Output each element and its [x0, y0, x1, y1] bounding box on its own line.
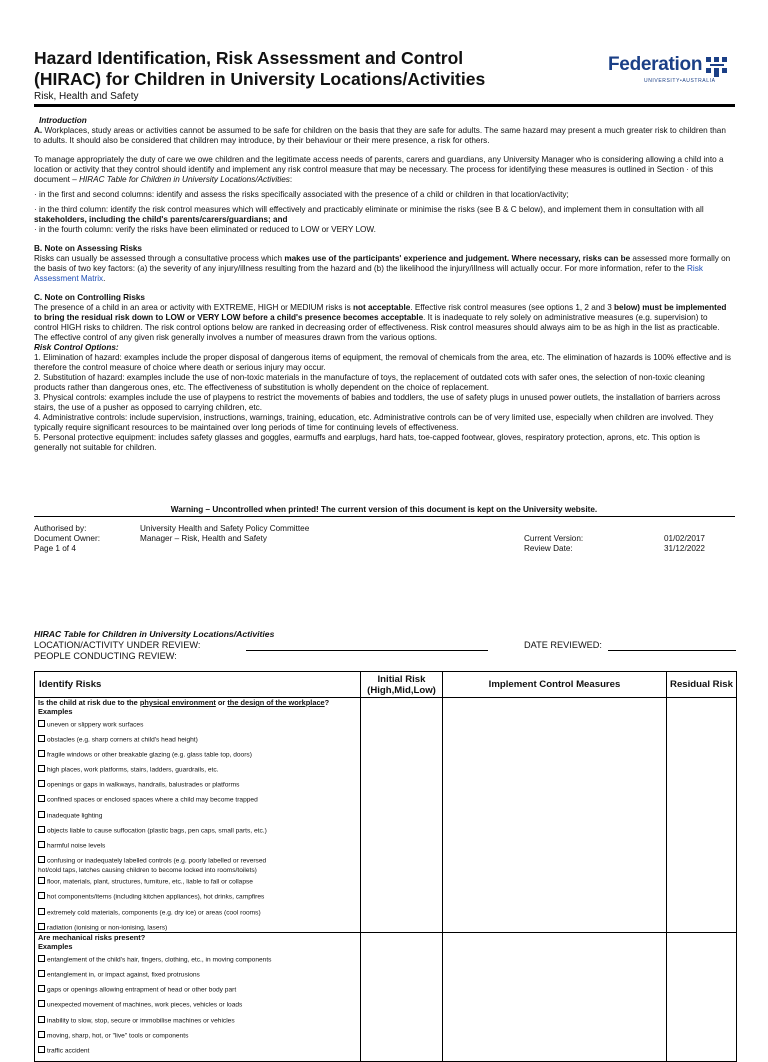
- introduction-heading: Introduction: [39, 116, 87, 125]
- column-header-initial-risk: Initial Risk (High,Mid,Low): [361, 672, 443, 698]
- intro-bullet-2: · in the third column: identify the risk control measures which will effectively and practicably eliminate or minimise the risks (see B & C below), and implement them in consultation with all stakeholders, including the child's parents/carers/guardians; and: [34, 205, 704, 224]
- checkbox-icon[interactable]: [38, 826, 45, 833]
- list-item[interactable]: confined spaces or enclosed spaces where a child may become trapped: [38, 795, 357, 805]
- checkbox-icon[interactable]: [38, 955, 45, 962]
- option-1: 1. Elimination of hazard: examples include the proper disposal of dangerous items of equipment, the removal of chemicals from the area, etc. The elimination of hazards is 100% effective and is therefore the control measure of choice where death or serious injury may occur.: [34, 353, 731, 372]
- assessing-risks-heading: B. Note on Assessing Risks: [34, 244, 142, 253]
- list-item[interactable]: uneven or slippery work surfaces: [38, 720, 357, 730]
- checkbox-icon[interactable]: [38, 923, 45, 930]
- federation-logo: [608, 54, 738, 88]
- checkbox-icon[interactable]: [38, 970, 45, 977]
- list-item[interactable]: inability to slow, stop, secure or immobilise machines or vehicles: [38, 1016, 357, 1026]
- location-label: LOCATION/ACTIVITY UNDER REVIEW:: [34, 640, 201, 650]
- hirac-table-title: HIRAC Table for Children in University Locations/Activities: [34, 629, 275, 639]
- checkbox-icon[interactable]: [38, 765, 45, 772]
- column-header-identify-risks: Identify Risks: [35, 672, 361, 698]
- control-measures-cell[interactable]: [443, 698, 667, 933]
- authorised-label: Authorised by:: [34, 524, 87, 533]
- checkbox-icon[interactable]: [38, 1016, 45, 1023]
- checkbox-icon[interactable]: [38, 720, 45, 727]
- logo-wordmark: Federation: [608, 54, 703, 75]
- title-line-1: Hazard Identification, Risk Assessment and Control: [34, 48, 464, 68]
- footer-rule: [34, 516, 735, 517]
- version-values: [664, 534, 705, 554]
- physical-environment-risks-cell: [35, 698, 361, 933]
- authorised-value: University Health and Safety Policy Committee: [140, 524, 310, 533]
- checkbox-icon[interactable]: [38, 908, 45, 915]
- residual-risk-cell[interactable]: [667, 933, 737, 1062]
- list-item[interactable]: obstacles (e.g. sharp corners at child's head height): [38, 735, 357, 745]
- meta-labels: [34, 524, 100, 554]
- date-reviewed-label: DATE REVIEWED:: [524, 640, 602, 650]
- mechanical-risks-question: Are mechanical risks present?: [38, 933, 146, 943]
- review-value: 31/12/2022: [664, 544, 705, 553]
- list-item[interactable]: traffic accident: [38, 1046, 357, 1056]
- controlling-risks-text: The presence of a child in an area or activity with EXTREME, HIGH or MEDIUM risks is not acceptable. Effective risk control measures (see options 1, 2 and 3 below) must be implemented to bring the residual risk down to LOW or VERY LOW before a child's presence becomes acceptable. It is inadequate to rely solely on administrative measures (e.g. supervision) to control HIGH risks to children. The risk control options below are ranked in decreasing order of effectiveness. Risk control measures should always aim to be as high in the list as practicable. The effective control of any given risk generally involves a number of measures drawn from the various options.: [34, 303, 727, 342]
- intro-paragraph-a: A. Workplaces, study areas or activities cannot be assumed to be safe for children on the basis that they are safe for adults. The same hazard may present a much greater risk to children than to adults. It should also be considered that children may introduce, by their behaviour or their mere presence, a risk for others.: [34, 126, 726, 145]
- review-label: Review Date:: [524, 544, 573, 553]
- table-row: [35, 698, 737, 933]
- examples-label: Examples: [38, 706, 73, 716]
- physical-environment-question: Is the child at risk due to the physical environment or the design of the workplace?: [38, 698, 330, 707]
- checkbox-icon[interactable]: [38, 780, 45, 787]
- control-measures-cell[interactable]: [443, 933, 667, 1062]
- intro-paragraph-2: To manage appropriately the duty of care we owe children and the legitimate access needs of parents, carers and guardians, any University Manager who is considering allowing a child into a location or activity that they control should identify and implement any risk control measure that may be necessary. The process for identifying these measures is outlined in Section · of this document – HIRAC Table for Children in University Locations/Activities:: [34, 155, 724, 184]
- owner-value: Manager – Risk, Health and Safety: [140, 534, 267, 543]
- list-item[interactable]: hot components/items (including kitchen appliances), hot drinks, campfires: [38, 892, 357, 902]
- list-item[interactable]: inadequate lighting: [38, 811, 357, 821]
- date-reviewed-input-line[interactable]: [608, 650, 736, 651]
- option-2: 2. Substitution of hazard: examples include the use of non-toxic materials in the manufacture of toys, the replacement of outdated cots with safer ones, the selection of non-toxic cleaning products rather than dangerous ones, etc. The effectiveness of substitution is wholly dependent on the choice of replacement.: [34, 373, 705, 392]
- controlling-risks-heading: C. Note on Controlling Risks: [34, 293, 145, 302]
- checkbox-icon[interactable]: [38, 856, 45, 863]
- option-4: 4. Administrative controls: include supervision, instructions, warnings, training, education, etc. Administrative controls can be of very limited use, especially when children are involved. They typically require significant resources to be maintained over long periods of time for continuing levels of effectiveness.: [34, 413, 714, 432]
- owner-label: Document Owner:: [34, 534, 100, 543]
- column-header-control-measures: Implement Control Measures: [443, 672, 667, 698]
- mechanical-risks-cell: [35, 933, 361, 1062]
- title-line-2: (HIRAC) for Children in University Locations/Activities: [34, 69, 486, 89]
- logo-mark-icon: [706, 57, 728, 77]
- review-fields: [34, 640, 200, 662]
- examples-label: Examples: [38, 941, 73, 951]
- people-label: PEOPLE CONDUCTING REVIEW:: [34, 651, 177, 661]
- list-item[interactable]: entanglement in, or impact against, fixed protrusions: [38, 970, 357, 980]
- risk-control-options-heading: Risk Control Options:: [34, 343, 119, 352]
- table-row: [35, 933, 737, 1062]
- list-item[interactable]: fragile windows or other breakable glazing (e.g. glass table top, doors): [38, 750, 357, 760]
- list-item[interactable]: confusing or inadequately labelled controls (e.g. poorly labelled or reversed: [38, 856, 357, 866]
- list-item[interactable]: unexpected movement of machines, work pieces, vehicles or loads: [38, 1000, 357, 1010]
- uncontrolled-warning: Warning – Uncontrolled when printed! The current version of this document is kept on the University website.: [170, 505, 598, 514]
- checkbox-icon[interactable]: [38, 811, 45, 818]
- table-header-row: [35, 672, 737, 698]
- checkbox-icon[interactable]: [38, 750, 45, 757]
- intro-bullet-1: · in the first and second columns: identify and assess the risks specifically associated with the presence of a child or children in that location/activity;: [34, 190, 569, 199]
- hirac-table: [34, 671, 737, 1062]
- list-item[interactable]: entanglement of the child's hair, fingers, clothing, etc., in moving components: [38, 955, 357, 965]
- checkbox-icon[interactable]: [38, 841, 45, 848]
- checkbox-icon[interactable]: [38, 735, 45, 742]
- checkbox-icon[interactable]: [38, 795, 45, 802]
- list-item[interactable]: floor, materials, plant, structures, furniture, etc., liable to fall or collapse: [38, 877, 357, 887]
- list-item[interactable]: high places, work platforms, stairs, ladders, guardrails, etc.: [38, 765, 357, 775]
- checkbox-icon[interactable]: [38, 1000, 45, 1007]
- checkbox-icon[interactable]: [38, 1046, 45, 1053]
- assessing-risks-text: Risks can usually be assessed through a consultative process which makes use of the participants' experience and judgement. Where necessary, risks can be assessed more formally on the basis of two key factors: (a) the severity of any injury/illness resulting from the hazard and (b) the likelihood the injury/illness will actually occur. For more information, refer to the Risk Assessment Matrix.: [34, 254, 731, 283]
- option-5: 5. Personal protective equipment: includes safety glasses and goggles, earmuffs and earplugs, hard hats, toe-capped footwear, gloves, respiratory protection, aprons, etc. This option is generally not suitable for children.: [34, 433, 700, 452]
- residual-risk-cell[interactable]: [667, 698, 737, 933]
- checkbox-icon[interactable]: [38, 985, 45, 992]
- version-label: Current Version:: [524, 534, 584, 543]
- list-item[interactable]: moving, sharp, hot, or "live" tools or components: [38, 1031, 357, 1041]
- page-number: Page 1 of 4: [34, 544, 76, 553]
- list-item-continuation: hot/cold taps, latches causing children to become locked into rooms/toilets): [38, 867, 257, 875]
- version-labels: [524, 534, 583, 554]
- list-item[interactable]: gaps or openings allowing entrapment of head or other body part: [38, 985, 357, 995]
- initial-risk-cell[interactable]: [361, 698, 443, 933]
- risk-assessment-matrix-link[interactable]: Risk Assessment Matrix: [34, 264, 703, 283]
- list-item[interactable]: objects liable to cause suffocation (plastic bags, pen caps, small parts, etc.): [38, 826, 357, 836]
- list-item[interactable]: extremely cold materials, components (e.g. dry ice) or areas (cool rooms): [38, 908, 357, 918]
- column-header-residual-risk: Residual Risk: [667, 672, 737, 698]
- logo-subtext: UNIVERSITY•AUSTRALIA: [644, 78, 716, 84]
- intro-bullet-3: · in the fourth column: verify the risks have been eliminated or reduced to LOW or VERY LOW.: [34, 225, 376, 234]
- document-subtitle: Risk, Health and Safety: [34, 91, 139, 102]
- list-item[interactable]: harmful noise levels: [38, 841, 357, 851]
- location-input-line[interactable]: [246, 650, 488, 651]
- header-rule: [34, 104, 735, 107]
- option-3: 3. Physical controls: examples include the use of playpens to restrict the movements of babies and toddlers, the use of safety plugs in unused power outlets, the installation of barriers across stairs, the use of a pusher as opposed to carrying children, etc.: [34, 393, 721, 412]
- list-item[interactable]: openings or gaps in walkways, handrails, balustrades or platforms: [38, 780, 357, 790]
- initial-risk-cell[interactable]: [361, 933, 443, 1062]
- meta-values: [140, 524, 309, 544]
- list-item[interactable]: radiation (ionising or non-ionising, lasers): [38, 923, 357, 933]
- checkbox-icon[interactable]: [38, 1031, 45, 1038]
- checkbox-icon[interactable]: [38, 892, 45, 899]
- version-value: 01/02/2017: [664, 534, 705, 543]
- introduction-section: [34, 116, 734, 453]
- checkbox-icon[interactable]: [38, 877, 45, 884]
